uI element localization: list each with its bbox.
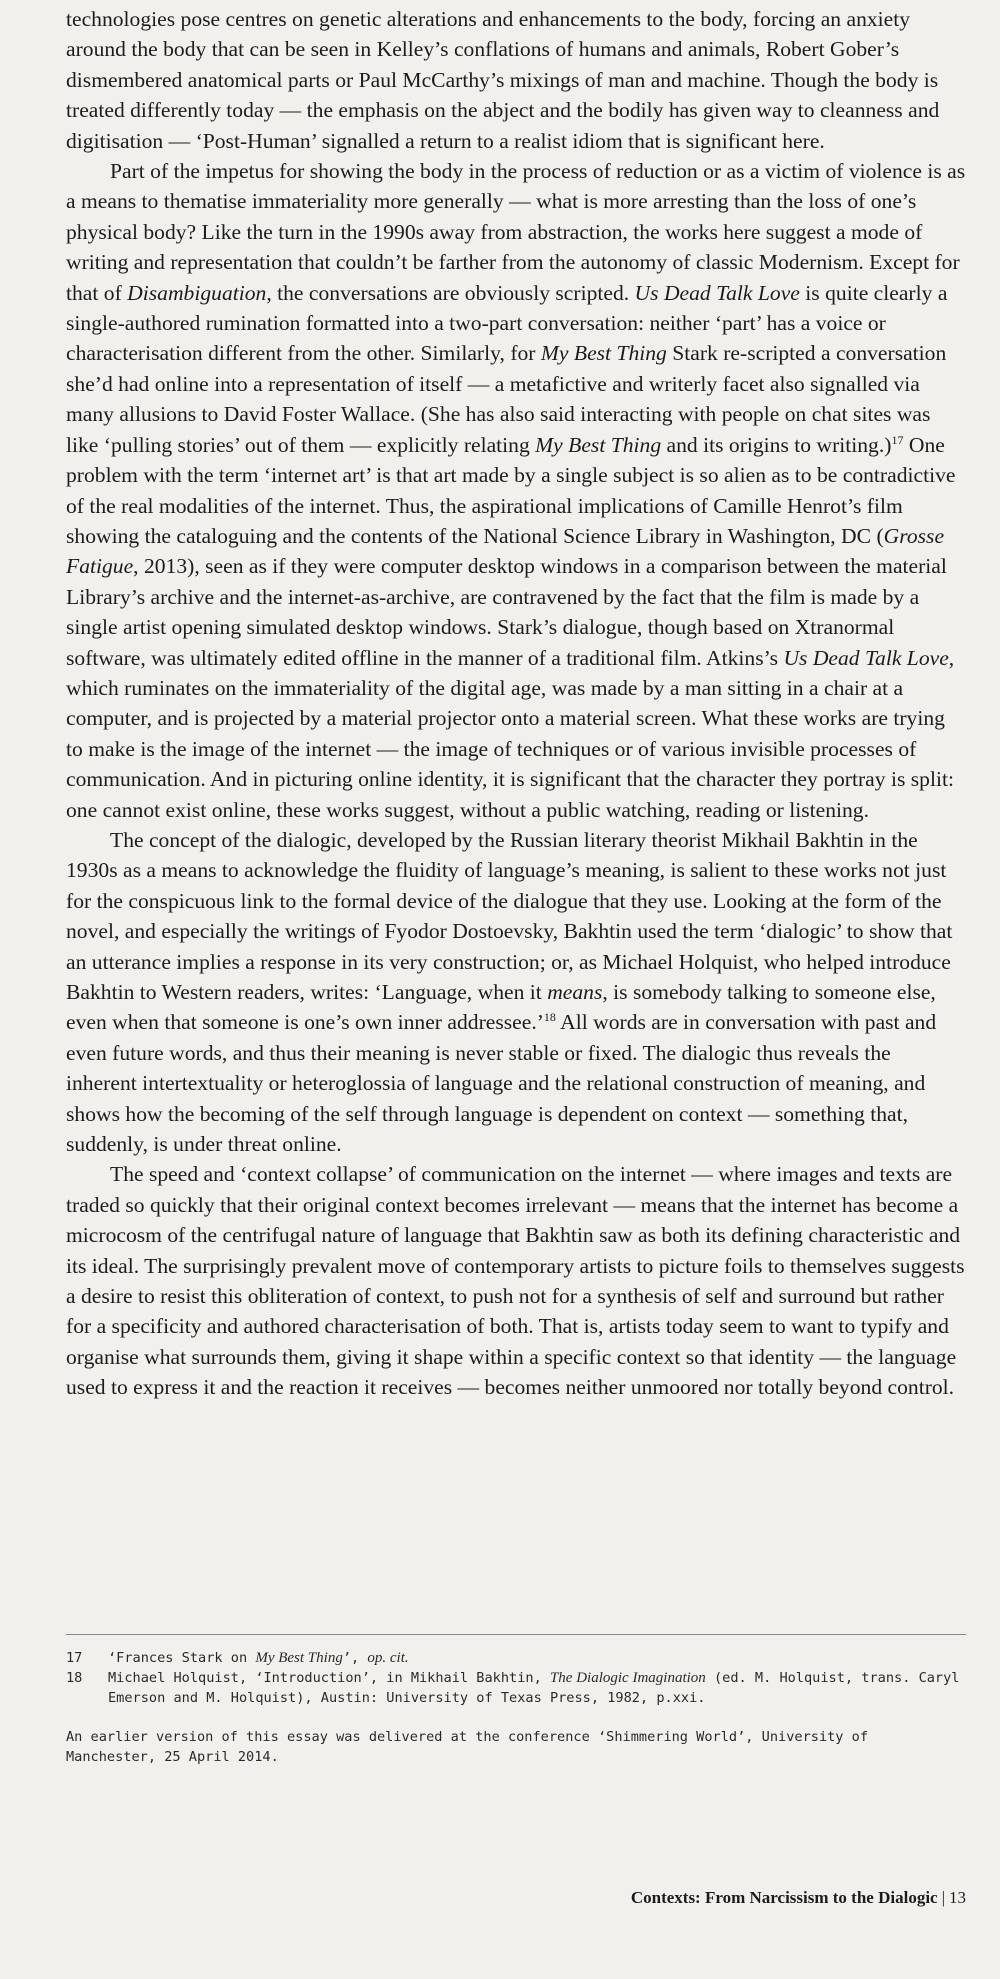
italic-title: My Best Thing (540, 341, 667, 366)
running-title: Contexts: From Narcissism to the Dialogic (630, 1888, 938, 1907)
italic-title: means (547, 980, 603, 1004)
footnote-number: 18 (66, 1670, 83, 1686)
italic-title: My Best Thing (255, 1650, 343, 1666)
footnotes (66, 1648, 966, 1708)
text-run: The concept of the dialogic, developed by the Russian literary theorist Mikhail Bakhtin in the 1930s as a means to acknowledge the fluidity of language’s meaning, is salient to these works not just for the conspicuous link to the formal device of the dialogue that they use. Looking at the form of the novel, and especially the writings of Fyodor Dostoevsky, Bakhtin used the term ‘dialogic’ to show that an utterance implies a response in its very construction; or, as Michael Holquist, who helped introduce Bakhtin to Western readers, writes: ‘Language, when it (66, 827, 953, 1004)
text-run: (ed. M. Holquist, trans. Caryl Emerson and M. Holquist), Austin: University of Texas Press, 1982, p.xxi. (108, 1670, 960, 1706)
italic-title: The Dialogic Imagination (549, 1670, 706, 1686)
text-run: The speed and ‘context collapse’ of communication on the internet — where images and texts are traded so quickly that their original context becomes irrelevant — means that the internet has become a microcosm of the centrifugal nature of language that Bakhtin saw as both its defining characteristic and its ideal. The surprisingly prevalent move of contemporary artists to picture foils to themselves suggests a desire to resist this obliteration of context, to push not for a synthesis of self and surround but rather for a specificity and authored characterisation of both. That is, artists today seem to want to typify and organise what surrounds them, giving it shape within a specific context so that identity — the language used to express it and the reaction it receives — becomes neither unmoored nor totally beyond control. (66, 1162, 965, 1400)
text-run: ’, (342, 1650, 368, 1666)
italic-title: My Best Thing (535, 432, 662, 457)
paragraph (66, 825, 966, 1159)
footnote-reference: 18 (543, 1010, 556, 1025)
italic-title: Us Dead Talk Love (634, 280, 800, 305)
footer-separator: | (941, 1888, 945, 1907)
text-run: , the conversations are obviously scripted. (266, 280, 635, 305)
text-run: Part of the impetus for showing the body in the process of reduction or as a victim of violence is as a means to thematise immateriality more generally — what is more arresting than the loss of one’s physical body? Like the turn in the 1990s away from abstraction, the works here suggest a mode of writing and representation that couldn’t be farther from the autonomy of classic Modernism. Except for that of (66, 159, 966, 305)
text-run: and its origins to writing.) (661, 432, 892, 457)
footnote-number: 17 (66, 1650, 83, 1666)
paragraph (66, 4, 966, 156)
text-run: , 2013), seen as if they were computer desktop windows in a comparison between the material Library’s archive and the internet-as-archive, are contravened by the fact that the film is made by a single artist opening simulated desktop windows. Stark’s dialogue, though based on Xtranormal software, was ultimately edited offline in the manner of a traditional film. Atkins’s (66, 554, 947, 670)
italic-title: op. cit. (367, 1650, 409, 1666)
text-run: , which ruminates on the immateriality of the digital age, was made by a man sitting in a chair at a computer, and is projected by a material projector onto a material screen. What these works are trying to make is the image of the internet — the image of techniques or of various invisible processes of communication. And in picturing online identity, it is significant that the character they portray is split: one cannot exist online, these works suggest, without a public watching, reading or listening. (66, 645, 955, 822)
footnote-text (108, 1668, 966, 1708)
footnote-divider (66, 1634, 966, 1635)
article-body (66, 4, 966, 1403)
italic-title: Grosse Fatigue (66, 523, 945, 579)
text-run: Michael Holquist, ‘Introduction’, in Mikhail Bakhtin, (108, 1670, 550, 1686)
running-footer (631, 1887, 966, 1909)
text-run: is quite clearly a single-authored rumination formatted into a two-part conversation: neither ‘part’ has a voice or characterisation different from the other. Similarly, for (66, 280, 948, 366)
footnote-text (108, 1648, 966, 1668)
paragraph (66, 156, 966, 825)
text-run: technologies pose centres on genetic alterations and enhancements to the body, forcing an anxiety around the body that can be seen in Kelley’s conflations of humans and animals, Robert Gober’s dismembered anatomical parts or Paul McCarthy’s mixings of man and machine. Though the body is treated differently today — the emphasis on the abject and the bodily has given way to cleanness and digitisation — ‘Post-Human’ signalled a return to a realist idiom that is significant here. (66, 7, 940, 153)
text-run: , is somebody talking to someone else, even when that someone is one’s own inner addressee.’ (66, 980, 936, 1035)
text-run: All words are in conversation with past and even future words, and thus their meaning is never stable or fixed. The dialogic thus reveals the inherent intertextuality or heteroglossia of language and the relational construction of meaning, and shows how the becoming of the self through language is dependent on context — something that, suddenly, is under threat online. (66, 1010, 937, 1157)
italic-title: Us Dead Talk Love (783, 645, 949, 670)
footnote (66, 1648, 966, 1668)
footnote-reference: 17 (891, 432, 904, 447)
italic-title: Disambiguation (127, 280, 267, 305)
essay-credit-note: An earlier version of this essay was delivered at the conference ‘Shimmering World’, University of Manchester, 25 April 2014. (66, 1729, 869, 1765)
text-run: ‘Frances Stark on (108, 1650, 256, 1666)
text-run: Stark re-scripted a conversation she’d had online into a representation of itself — a metafictive and writerly facet also signalled via many allusions to David Foster Wallace. (She has also said interacting with people on chat sites was like ‘pulling stories’ out of them — explicitly relating (66, 341, 947, 457)
article-page (66, 0, 966, 1403)
text-run: One problem with the term ‘internet art’ is that art made by a single subject is so alien as to be contradictive of the real modalities of the internet. Thus, the aspirational implications of Camille Henrot’s film showing the cataloguing and the contents of the National Science Library in Washington, DC ( (66, 432, 956, 548)
footnote (66, 1668, 966, 1708)
page-number: 13 (949, 1888, 966, 1907)
paragraph (66, 1159, 966, 1402)
